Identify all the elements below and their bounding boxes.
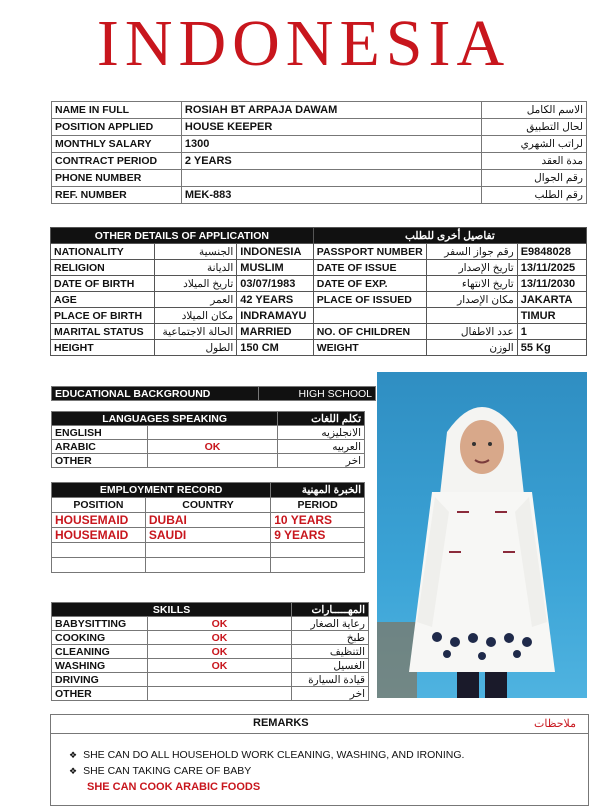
skill-label: CLEANING xyxy=(52,645,148,659)
skill-row xyxy=(52,631,369,645)
language-label-ar: الانجليزيه xyxy=(278,426,365,440)
detail-row xyxy=(51,260,587,276)
detail-value: 150 CM xyxy=(237,340,313,356)
language-label-ar: العربيه xyxy=(278,440,365,454)
employment-position xyxy=(52,558,146,573)
info-value: MEK-883 xyxy=(181,187,481,204)
info-label-ar: لحال التطبيق xyxy=(482,119,587,136)
detail-row xyxy=(51,340,587,356)
detail-label: PLACE OF BIRTH xyxy=(51,308,155,324)
remarks-label-ar: ملاحظات xyxy=(534,718,576,730)
detail-label: DATE OF ISSUE xyxy=(313,260,426,276)
detail-row xyxy=(51,276,587,292)
language-row xyxy=(52,440,365,454)
detail-value: INDRAMAYU xyxy=(237,308,313,324)
skill-row xyxy=(52,659,369,673)
detail-label xyxy=(313,308,426,324)
detail-label: HEIGHT xyxy=(51,340,155,356)
skill-row xyxy=(52,617,369,631)
detail-label: PASSPORT NUMBER xyxy=(313,244,426,260)
detail-value: 42 YEARS xyxy=(237,292,313,308)
skill-row xyxy=(52,673,369,687)
info-value xyxy=(181,170,481,187)
detail-label: DATE OF EXP. xyxy=(313,276,426,292)
info-row xyxy=(52,153,587,170)
employment-row xyxy=(52,513,365,528)
language-row xyxy=(52,454,365,468)
employment-period: 9 YEARS xyxy=(271,528,365,543)
detail-value: MARRIED xyxy=(237,324,313,340)
skill-value: OK xyxy=(147,617,291,631)
detail-label-ar: عدد الاطفال xyxy=(426,324,517,340)
education-table xyxy=(51,386,376,401)
column-header-position: POSITION xyxy=(52,498,146,513)
language-value: OK xyxy=(147,440,277,454)
detail-label: NO. OF CHILDREN xyxy=(313,324,426,340)
detail-value: TIMUR xyxy=(517,308,586,324)
detail-label: DATE OF BIRTH xyxy=(51,276,155,292)
language-value xyxy=(147,426,277,440)
info-label: POSITION APPLIED xyxy=(52,119,182,136)
info-label-ar: مدة العقد xyxy=(482,153,587,170)
skill-label: BABYSITTING xyxy=(52,617,148,631)
info-label: REF. NUMBER xyxy=(52,187,182,204)
employment-period xyxy=(271,558,365,573)
applicant-photo xyxy=(377,372,587,698)
employment-period: 10 YEARS xyxy=(271,513,365,528)
skill-value xyxy=(147,687,291,701)
info-label-ar: رقم الجوال xyxy=(482,170,587,187)
detail-label: MARITAL STATUS xyxy=(51,324,155,340)
info-row xyxy=(52,136,587,153)
detail-label-ar: الديانة xyxy=(155,260,237,276)
remark-highlight: SHE CAN COOK ARABIC FOODS xyxy=(87,781,261,793)
info-label-ar: الاسم الكامل xyxy=(482,102,587,119)
skill-row xyxy=(52,645,369,659)
skill-value: OK xyxy=(147,631,291,645)
column-header-country: COUNTRY xyxy=(145,498,270,513)
language-label: OTHER xyxy=(52,454,148,468)
skill-label-ar: التنظيف xyxy=(292,645,369,659)
detail-label-ar: تاريخ الميلاد xyxy=(155,276,237,292)
other-details-header-ar: تفاصيل أخرى للطلب xyxy=(313,228,586,244)
skill-label: COOKING xyxy=(52,631,148,645)
detail-label-ar: رقم جواز السفر xyxy=(426,244,517,260)
info-value: 2 YEARS xyxy=(181,153,481,170)
language-value xyxy=(147,454,277,468)
detail-label: RELIGION xyxy=(51,260,155,276)
info-value: HOUSE KEEPER xyxy=(181,119,481,136)
detail-label: WEIGHT xyxy=(313,340,426,356)
remark-item: ❖ SHE CAN DO ALL HOUSEHOLD WORK CLEANING, WASHING, AND IRONING. xyxy=(69,749,465,761)
detail-value: 03/07/1983 xyxy=(237,276,313,292)
detail-label-ar: الطول xyxy=(155,340,237,356)
employment-header: EMPLOYMENT RECORD xyxy=(52,483,271,498)
languages-header: LANGUAGES SPEAKING xyxy=(52,412,278,426)
info-row xyxy=(52,119,587,136)
detail-label-ar: تاريخ الانتهاء xyxy=(426,276,517,292)
employment-row xyxy=(52,558,365,573)
skill-label-ar: الغسيل xyxy=(292,659,369,673)
remarks-section xyxy=(50,714,589,806)
basic-info-table xyxy=(51,101,587,204)
info-row xyxy=(52,102,587,119)
employment-period xyxy=(271,543,365,558)
language-label: ENGLISH xyxy=(52,426,148,440)
detail-value: 1 xyxy=(517,324,586,340)
other-details-header: OTHER DETAILS OF APPLICATION xyxy=(51,228,314,244)
info-label-ar: رقم الطلب xyxy=(482,187,587,204)
info-row xyxy=(52,170,587,187)
info-label: PHONE NUMBER xyxy=(52,170,182,187)
info-label: NAME IN FULL xyxy=(52,102,182,119)
employment-country: DUBAI xyxy=(145,513,270,528)
skill-value: OK xyxy=(147,659,291,673)
employment-position: HOUSEMAID xyxy=(52,528,146,543)
languages-header-ar: تكلم اللغات xyxy=(278,412,365,426)
employment-position: HOUSEMAID xyxy=(52,513,146,528)
detail-label-ar: الجنسية xyxy=(155,244,237,260)
detail-value: 13/11/2030 xyxy=(517,276,586,292)
detail-label: NATIONALITY xyxy=(51,244,155,260)
language-label-ar: اخر xyxy=(278,454,365,468)
languages-table xyxy=(51,411,365,468)
skills-header-ar: المهـــــارات xyxy=(292,603,369,617)
page-title: INDONESIA xyxy=(96,7,511,80)
employment-header-ar: الخبرة المهنية xyxy=(271,483,365,498)
detail-value: MUSLIM xyxy=(237,260,313,276)
employment-table xyxy=(51,482,365,573)
employment-row xyxy=(52,543,365,558)
skill-label-ar: طبخ xyxy=(292,631,369,645)
skills-table xyxy=(51,602,369,701)
applicant-figure xyxy=(377,372,587,698)
skill-label: DRIVING xyxy=(52,673,148,687)
info-label-ar: لراتب الشهري xyxy=(482,136,587,153)
detail-label-ar xyxy=(426,308,517,324)
detail-row xyxy=(51,308,587,324)
education-value: HIGH SCHOOL xyxy=(259,387,376,401)
skill-label: OTHER xyxy=(52,687,148,701)
detail-row xyxy=(51,244,587,260)
detail-value: 55 Kg xyxy=(517,340,586,356)
education-label: EDUCATIONAL BACKGROUND xyxy=(52,387,259,401)
detail-value: INDONESIA xyxy=(237,244,313,260)
info-row xyxy=(52,187,587,204)
detail-label-ar: الحالة الاجتماعية xyxy=(155,324,237,340)
detail-value: JAKARTA xyxy=(517,292,586,308)
skills-header: SKILLS xyxy=(52,603,292,617)
skill-label-ar: قيادة السيارة xyxy=(292,673,369,687)
employment-country xyxy=(145,558,270,573)
skill-value: OK xyxy=(147,645,291,659)
employment-country xyxy=(145,543,270,558)
skill-label-ar: اخر xyxy=(292,687,369,701)
column-header-period: PERIOD xyxy=(271,498,365,513)
detail-label-ar: الوزن xyxy=(426,340,517,356)
detail-label-ar: مكان الإصدار xyxy=(426,292,517,308)
employment-position xyxy=(52,543,146,558)
employment-country: SAUDI xyxy=(145,528,270,543)
detail-label: AGE xyxy=(51,292,155,308)
skill-value xyxy=(147,673,291,687)
diamond-bullet-icon: ❖ xyxy=(69,750,78,760)
detail-row xyxy=(51,324,587,340)
skill-label: WASHING xyxy=(52,659,148,673)
skill-row xyxy=(52,687,369,701)
info-value: 1300 xyxy=(181,136,481,153)
detail-label-ar: العمر xyxy=(155,292,237,308)
info-value: ROSIAH BT ARPAJA DAWAM xyxy=(181,102,481,119)
detail-value: E9848028 xyxy=(517,244,586,260)
language-label: ARABIC xyxy=(52,440,148,454)
diamond-bullet-icon: ❖ xyxy=(69,766,78,776)
employment-row xyxy=(52,528,365,543)
info-label: MONTHLY SALARY xyxy=(52,136,182,153)
remark-item: ❖ SHE CAN TAKING CARE OF BABY xyxy=(69,765,252,777)
remarks-label: REMARKS xyxy=(253,717,309,729)
skill-label-ar: رعاية الصغار xyxy=(292,617,369,631)
info-label: CONTRACT PERIOD xyxy=(52,153,182,170)
other-details-table xyxy=(50,227,587,356)
detail-label-ar: مكان الميلاد xyxy=(155,308,237,324)
detail-value: 13/11/2025 xyxy=(517,260,586,276)
detail-label-ar: تاريخ الإصدار xyxy=(426,260,517,276)
language-row xyxy=(52,426,365,440)
detail-row xyxy=(51,292,587,308)
detail-label: PLACE OF ISSUED xyxy=(313,292,426,308)
